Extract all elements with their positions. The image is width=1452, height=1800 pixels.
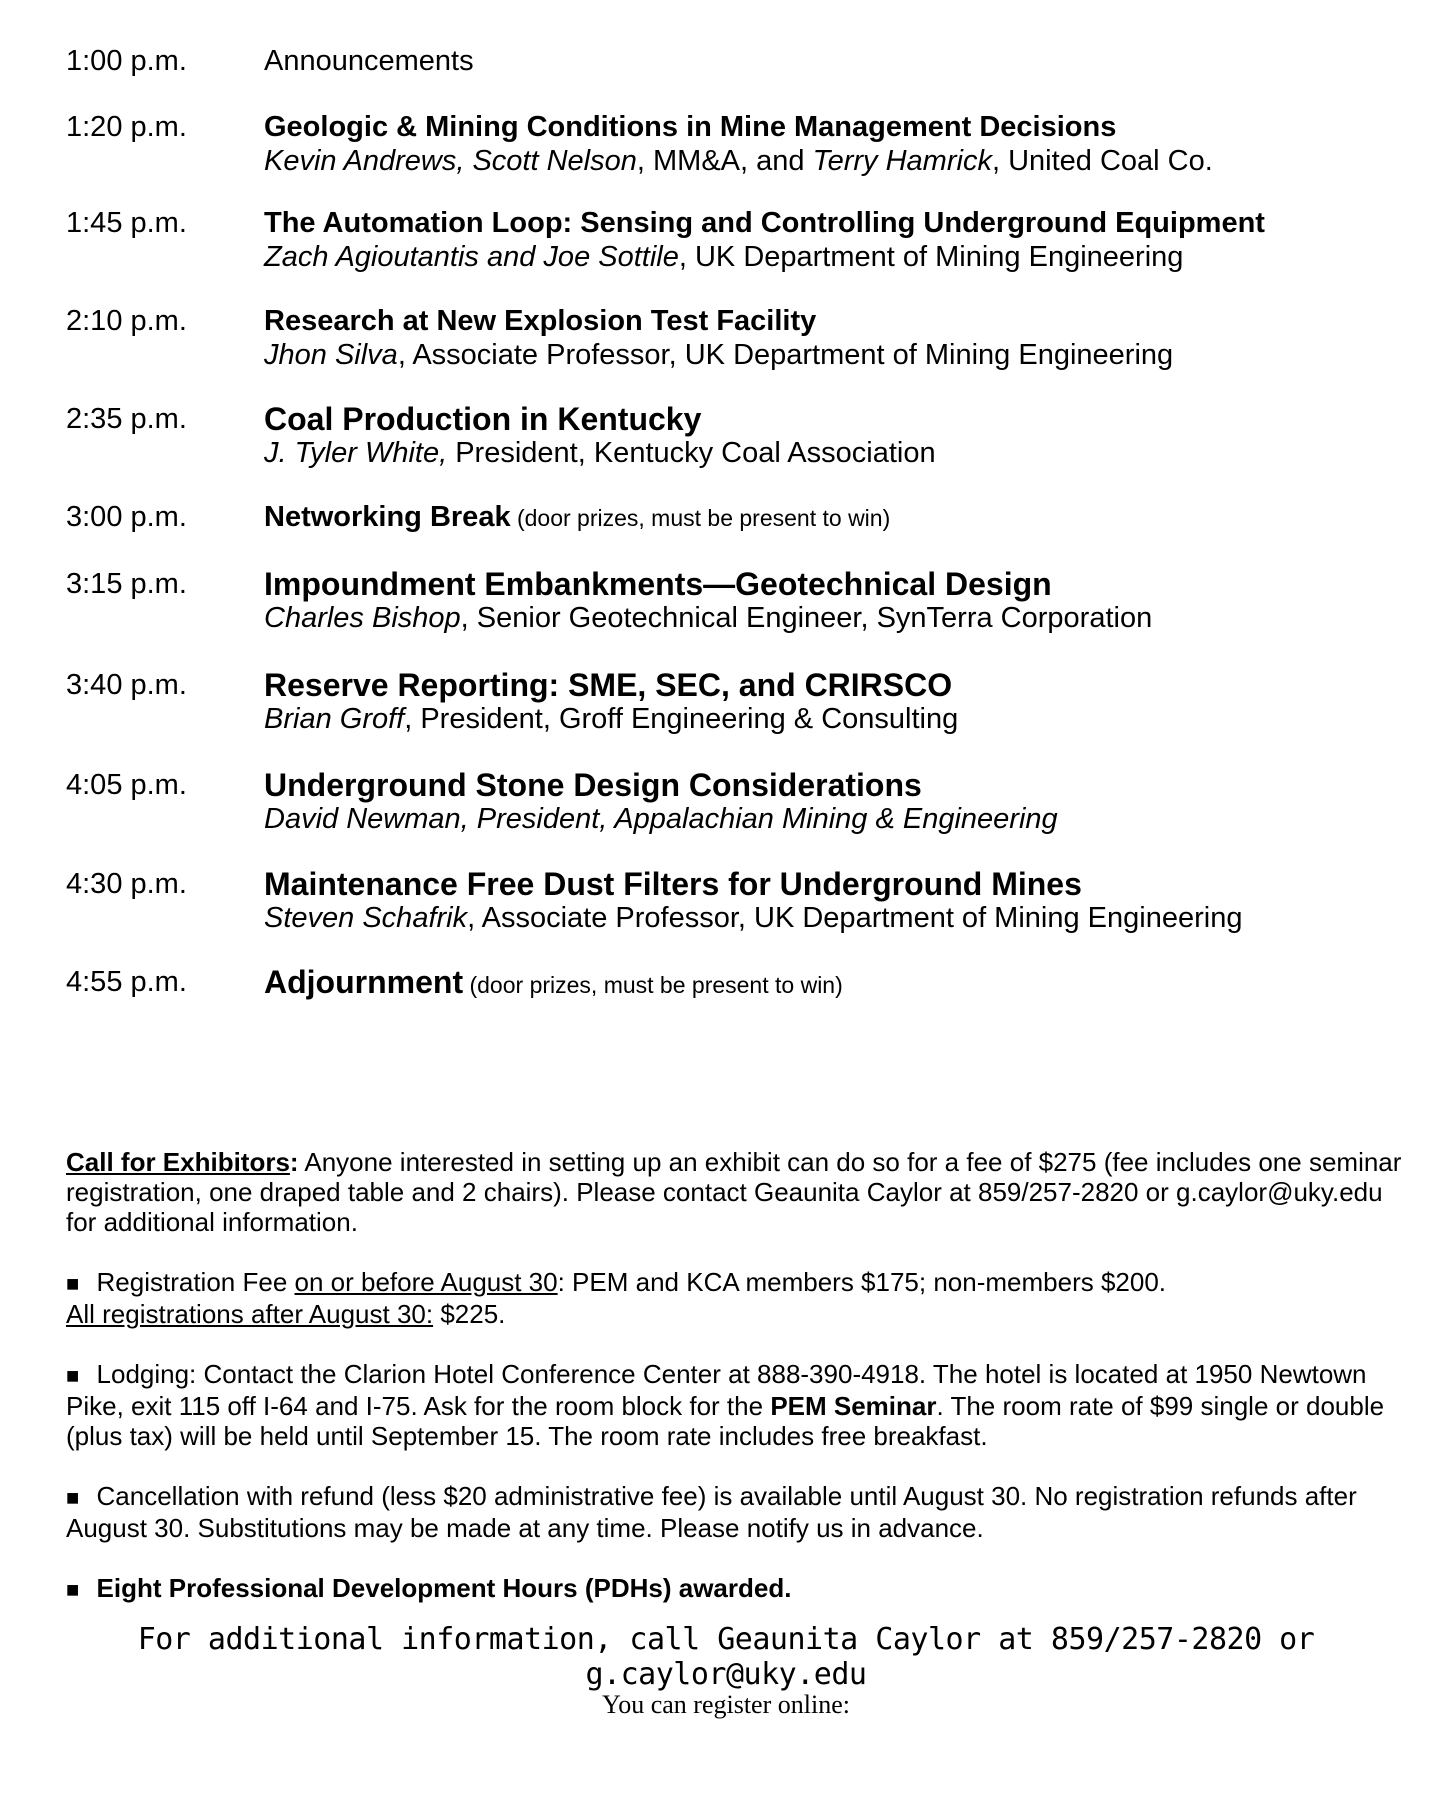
agenda-item: [66, 206, 1406, 274]
agenda-time: 4:30 p.m.: [66, 868, 187, 900]
agenda-note: (door prizes, must be present to win): [463, 972, 843, 998]
agenda-time: 1:20 p.m.: [66, 111, 187, 143]
agenda-item: [66, 402, 1406, 470]
register-online-line: You can register online:: [602, 1690, 850, 1719]
agenda-time: 3:00 p.m.: [66, 501, 187, 533]
agenda-item: [66, 668, 1406, 736]
exhibitors-heading: Call for Exhibitors: [66, 1147, 290, 1177]
agenda-title: Research at New Explosion Test Facility: [264, 305, 817, 337]
agenda-title: Underground Stone Design Considerations: [264, 767, 922, 803]
agenda-title: Adjournment (door prizes, must be present to win): [264, 964, 843, 1000]
agenda-item: [66, 500, 1406, 535]
agenda-item: [66, 965, 1406, 1002]
exhibitors-paragraph: Call for Exhibitors: Anyone interested in setting up an exhibit can do so for a fee of $275 (fee includes one seminar registration, one draped table and 2 chairs). Please contact Geaunita Caylor at 859/257-2820 or g.caylor@uky.edu for additional information.: [66, 1147, 1402, 1237]
agenda-item: [66, 304, 1406, 372]
agenda-time: 4:05 p.m.: [66, 769, 187, 801]
agenda-speaker: Brian Groff, President, Groff Engineering & Consulting: [264, 703, 959, 735]
agenda-title: Impoundment Embankments—Geotechnical Design: [264, 566, 1052, 602]
agenda-speaker: Charles Bishop, Senior Geotechnical Engineer, SynTerra Corporation: [264, 602, 1153, 634]
agenda-title: Reserve Reporting: SME, SEC, and CRIRSCO: [264, 667, 953, 703]
agenda-title: The Automation Loop: Sensing and Controlling Underground Equipment: [264, 207, 1265, 239]
agenda-time: 1:00 p.m.: [66, 45, 187, 77]
agenda-time: 2:10 p.m.: [66, 305, 187, 337]
bullet-icon: ■: [66, 1577, 80, 1602]
bullet-icon: ■: [66, 1485, 80, 1510]
agenda-speaker: Kevin Andrews, Scott Nelson, MM&A, and Terry Hamrick, United Coal Co.: [264, 145, 1213, 177]
contact-line: For additional information, call Geaunita Caylor at 859/257-2820 or g.caylor@uky.edu: [137, 1622, 1315, 1692]
agenda-title: Geologic & Mining Conditions in Mine Management Decisions: [264, 111, 1117, 143]
bullet-icon: ■: [66, 1271, 80, 1296]
agenda-speaker: Steven Schafrik, Associate Professor, UK Department of Mining Engineering: [264, 902, 1243, 934]
agenda-note: (door prizes, must be present to win): [510, 505, 891, 531]
agenda-time: 1:45 p.m.: [66, 207, 187, 239]
agenda-speaker: David Newman, President, Appalachian Mining & Engineering: [264, 803, 1058, 835]
agenda-item: [66, 44, 1406, 78]
agenda-speaker: J. Tyler White, President, Kentucky Coal Association: [264, 437, 936, 469]
bullet-icon: ■: [66, 1363, 80, 1388]
agenda-time: 3:40 p.m.: [66, 669, 187, 701]
agenda-item: [66, 768, 1406, 836]
agenda-list: [66, 44, 1406, 1002]
pdh-paragraph: ■ Eight Professional Development Hours (PDHs) awarded.: [66, 1573, 792, 1603]
agenda-item: [66, 567, 1406, 635]
agenda-time: 2:35 p.m.: [66, 403, 187, 435]
agenda-time: 4:55 p.m.: [66, 966, 187, 998]
cancellation-paragraph: ■ Cancellation with refund (less $20 administrative fee) is available until August 30. No registration refunds after August 30. Substitutions may be made at any time. Please notify us in advance.: [66, 1481, 1357, 1543]
agenda-title: Maintenance Free Dust Filters for Underground Mines: [264, 866, 1082, 902]
info-notes: [66, 1147, 1406, 1605]
agenda-speaker: Jhon Silva, Associate Professor, UK Department of Mining Engineering: [264, 339, 1174, 371]
registration-paragraph: ■ Registration Fee on or before August 30: PEM and KCA members $175; non-members $200. All registrations after August 30: $225.: [66, 1267, 1167, 1329]
agenda-speaker: Zach Agioutantis and Joe Sottile, UK Department of Mining Engineering: [264, 241, 1184, 273]
agenda-title: Networking Break (door prizes, must be present to win): [264, 501, 891, 533]
agenda-title: Announcements: [264, 45, 474, 77]
agenda-item: [66, 110, 1406, 178]
agenda-time: 3:15 p.m.: [66, 568, 187, 600]
lodging-paragraph: ■ Lodging: Contact the Clarion Hotel Conference Center at 888-390-4918. The hotel is located at 1950 Newtown Pike, exit 115 off I-64 and I-75. Ask for the room block for the PEM Seminar. The room rate of $99 single or double (plus tax) will be held until September 15. The room rate includes free breakfast.: [66, 1359, 1385, 1451]
agenda-title: Coal Production in Kentucky: [264, 401, 702, 437]
agenda-item: [66, 867, 1406, 935]
